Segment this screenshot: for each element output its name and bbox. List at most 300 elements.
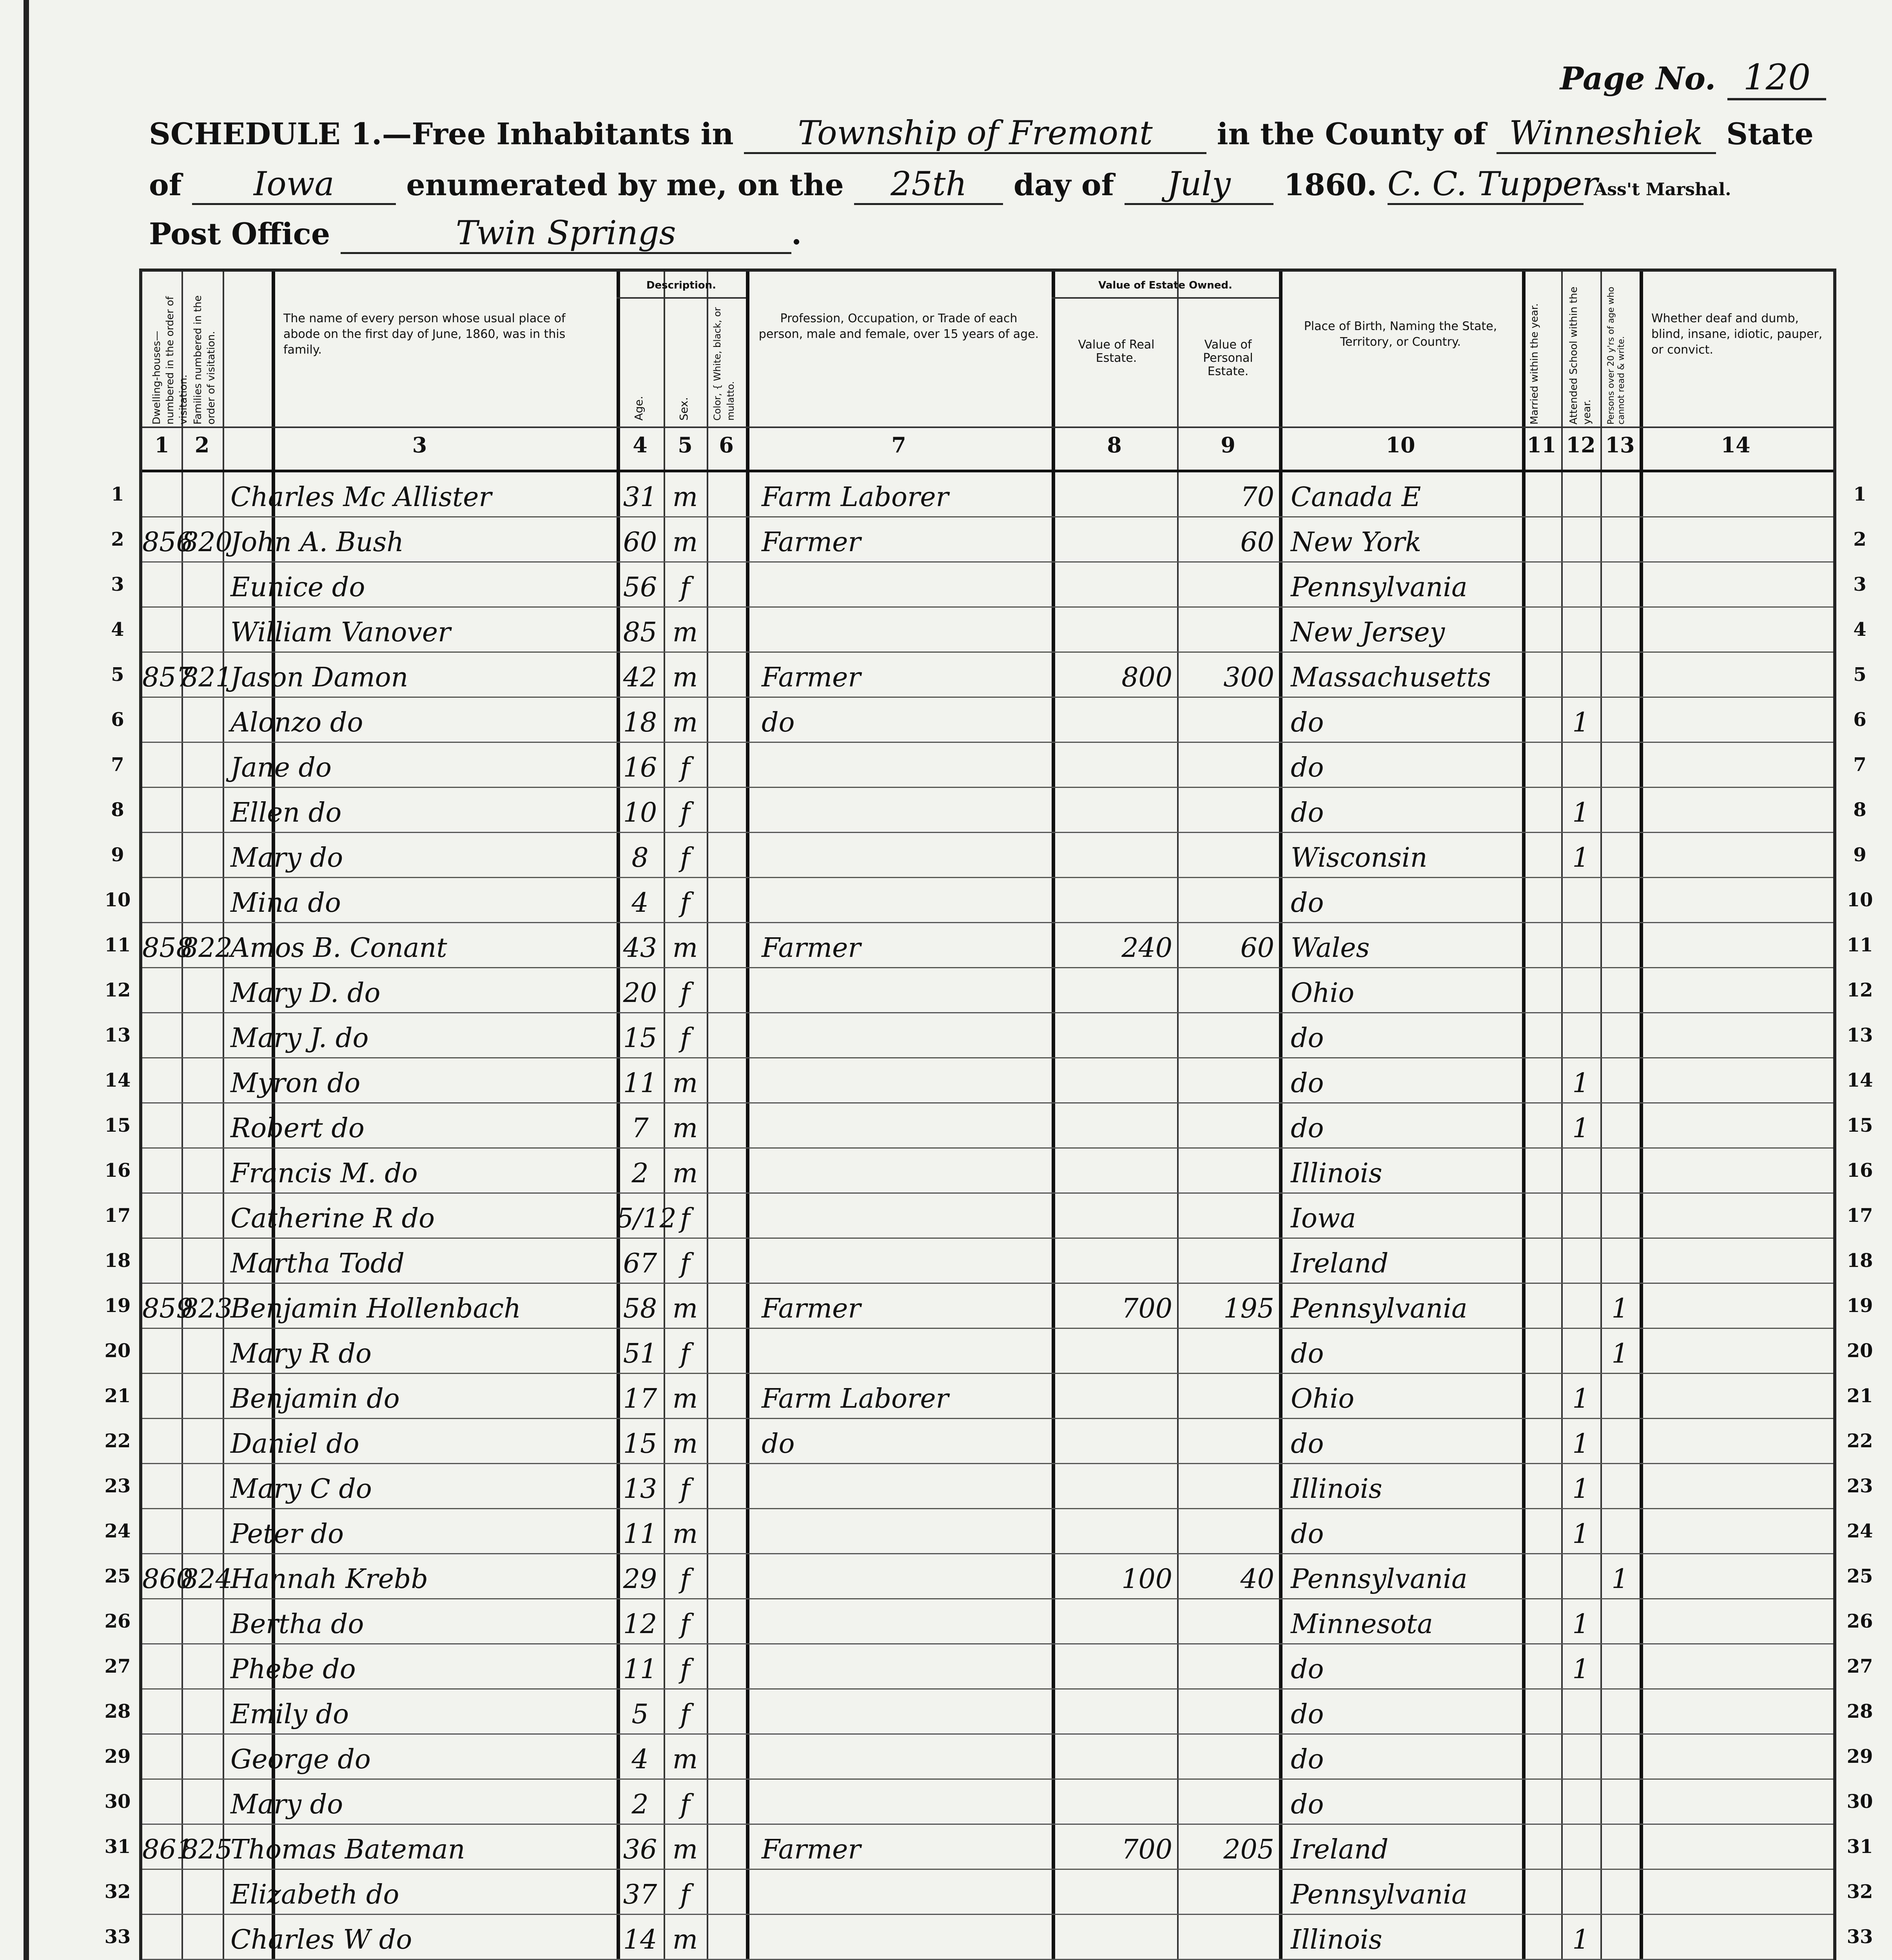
- attended-school: [1561, 1690, 1600, 1735]
- occupation: [762, 1735, 1052, 1780]
- person-name: Mary C do: [230, 1474, 372, 1504]
- person-name: Robert do: [230, 1113, 365, 1144]
- cannot-read-write: [1600, 1780, 1640, 1825]
- dwelling-number: [142, 968, 181, 1013]
- dwelling-number: [142, 1239, 181, 1284]
- birth-place: Illinois: [1291, 1158, 1382, 1189]
- sex: m: [672, 1068, 698, 1099]
- birth-place: do: [1291, 1699, 1324, 1730]
- age: 43: [623, 933, 657, 964]
- occupation: [762, 788, 1052, 833]
- col-head-personal-estate: Value of Personal Estate.: [1203, 338, 1253, 378]
- sex: f: [680, 978, 690, 1009]
- post-office-label: Post Office: [149, 216, 330, 251]
- birth-place: do: [1291, 707, 1324, 738]
- sex: f: [680, 1879, 690, 1910]
- birth-place: Iowa: [1291, 1203, 1356, 1234]
- table-row: [142, 472, 1833, 517]
- birth-place: do: [1291, 1023, 1324, 1054]
- real-estate-value: [1052, 1464, 1177, 1509]
- cannot-read-write: [1600, 1103, 1640, 1149]
- person-name: Mary do: [230, 1789, 343, 1820]
- family-number: [181, 1149, 223, 1194]
- person-name: Peter do: [230, 1519, 344, 1550]
- real-estate-value: [1052, 1419, 1177, 1464]
- personal-estate-value: 205: [1223, 1834, 1274, 1865]
- family-number: [181, 1780, 223, 1825]
- schedule-title: SCHEDULE 1.—Free Inhabitants in: [149, 116, 734, 151]
- attended-school: 1: [1572, 1383, 1589, 1414]
- table-row: [142, 1239, 1833, 1284]
- person-name: Charles W do: [230, 1924, 412, 1955]
- age: 31: [623, 482, 657, 513]
- person-name: Eunice do: [230, 572, 365, 603]
- dwelling-number: [142, 1780, 181, 1825]
- dwelling-number: [142, 1915, 181, 1960]
- dwelling-number: [142, 1374, 181, 1419]
- birth-place: do: [1291, 1068, 1324, 1099]
- occupation: [762, 1915, 1052, 1960]
- line-number: 5: [1853, 664, 1867, 686]
- col-number: 13: [1605, 432, 1635, 457]
- sex: m: [672, 482, 698, 513]
- occupation: [762, 1690, 1052, 1735]
- col-head-value: Value of Estate Owned.: [1098, 279, 1232, 291]
- personal-estate-value: [1177, 1780, 1279, 1825]
- person-name: Mina do: [230, 887, 341, 918]
- line-number: 20: [104, 1340, 131, 1362]
- personal-estate-value: [1177, 1194, 1279, 1239]
- family-number: [181, 1239, 223, 1284]
- col-number: 5: [678, 432, 693, 457]
- table-row: [142, 1509, 1833, 1554]
- personal-estate-value: [1177, 833, 1279, 878]
- person-name: Mary D. do: [230, 978, 381, 1009]
- family-number: [181, 1599, 223, 1644]
- occupation: [762, 1780, 1052, 1825]
- age: 29: [623, 1564, 657, 1595]
- line-number: 15: [104, 1114, 131, 1136]
- year-label: 1860.: [1284, 167, 1377, 202]
- personal-estate-value: [1177, 968, 1279, 1013]
- occupation: [762, 878, 1052, 923]
- person-name: George do: [230, 1744, 371, 1775]
- occupation: [762, 1599, 1052, 1644]
- table-row: [142, 1870, 1833, 1915]
- grid-line: [142, 470, 1833, 472]
- line-number: 25: [1847, 1565, 1873, 1587]
- dwelling-number: 860: [142, 1564, 193, 1595]
- cannot-read-write: [1600, 608, 1640, 653]
- occupation: [762, 1013, 1052, 1058]
- page-number-label: Page No.: [1560, 60, 1716, 97]
- family-number: [181, 1644, 223, 1690]
- real-estate-value: [1052, 1690, 1177, 1735]
- occupation: Farmer: [762, 1293, 861, 1324]
- dwelling-number: [142, 1149, 181, 1194]
- real-estate-value: [1052, 1058, 1177, 1103]
- personal-estate-value: [1177, 1239, 1279, 1284]
- col-head-sex: Sex.: [677, 397, 690, 421]
- table-row: [142, 1690, 1833, 1735]
- occupation: Farmer: [762, 527, 861, 558]
- real-estate-value: [1052, 472, 1177, 517]
- col-number: 12: [1566, 432, 1596, 457]
- real-estate-value: [1052, 1509, 1177, 1554]
- age: 37: [623, 1879, 657, 1910]
- birth-place: Wisconsin: [1291, 842, 1428, 873]
- personal-estate-value: 195: [1223, 1293, 1274, 1324]
- dwelling-number: [142, 1464, 181, 1509]
- personal-estate-value: [1177, 1870, 1279, 1915]
- cannot-read-write: 1: [1611, 1338, 1629, 1369]
- table-row: [142, 878, 1833, 923]
- dwelling-number: [142, 1058, 181, 1103]
- person-name: Emily do: [230, 1699, 349, 1730]
- real-estate-value: [1052, 1374, 1177, 1419]
- age: 85: [623, 617, 657, 648]
- dwelling-number: 856: [142, 527, 193, 558]
- family-number: [181, 833, 223, 878]
- dwelling-number: [142, 1013, 181, 1058]
- occupation: [762, 833, 1052, 878]
- cannot-read-write: [1600, 1149, 1640, 1194]
- line-number: 8: [111, 799, 124, 821]
- page-number-value: 120: [1727, 57, 1826, 100]
- line-number: 33: [1847, 1926, 1873, 1948]
- col-head-name: The name of every person whose usual place of abode on the first day of June, 1860, was in this family.: [283, 312, 566, 357]
- age: 10: [623, 797, 657, 828]
- day-label: day of: [1013, 167, 1114, 202]
- line-number: 9: [1853, 844, 1867, 866]
- family-number: [181, 1509, 223, 1554]
- line-number: 30: [1847, 1791, 1873, 1813]
- line-number: 4: [1853, 619, 1867, 641]
- occupation: Farmer: [762, 662, 861, 693]
- person-name: Martha Todd: [230, 1248, 405, 1279]
- family-number: [181, 1419, 223, 1464]
- occupation: do: [762, 707, 795, 738]
- age: 67: [623, 1248, 657, 1279]
- birth-place: Pennsylvania: [1291, 1293, 1468, 1324]
- line-number: 2: [1853, 528, 1867, 550]
- age: 16: [623, 752, 657, 783]
- cannot-read-write: [1600, 1870, 1640, 1915]
- occupation: do: [762, 1428, 795, 1459]
- cannot-read-write: [1600, 1644, 1640, 1690]
- line-number: [100, 1957, 135, 1960]
- census-table: [139, 269, 1836, 1960]
- table-row: [142, 923, 1833, 968]
- attended-school: [1561, 923, 1600, 968]
- cannot-read-write: [1600, 517, 1640, 563]
- line-number: 5: [111, 664, 124, 686]
- line-number: 21: [1847, 1385, 1873, 1407]
- sex: f: [680, 572, 690, 603]
- line-number: 13: [104, 1024, 131, 1046]
- family-number: 823: [181, 1293, 232, 1324]
- personal-estate-value: 60: [1240, 933, 1274, 964]
- personal-estate-value: [1177, 608, 1279, 653]
- occupation: [762, 563, 1052, 608]
- age: 11: [623, 1068, 657, 1099]
- person-name: Francis M. do: [230, 1158, 418, 1189]
- dwelling-number: [142, 698, 181, 743]
- birth-place: do: [1291, 1789, 1324, 1820]
- line-number: [1842, 1957, 1877, 1960]
- personal-estate-value: 40: [1240, 1564, 1274, 1595]
- attended-school: 1: [1572, 707, 1589, 738]
- personal-estate-value: [1177, 1644, 1279, 1690]
- age: 11: [623, 1519, 657, 1550]
- family-number: [181, 878, 223, 923]
- real-estate-value: [1052, 1013, 1177, 1058]
- grid-line: [617, 297, 746, 299]
- age: 42: [623, 662, 657, 693]
- attended-school: [1561, 563, 1600, 608]
- col-head-family: Families numbered in the order of visitation.: [192, 295, 217, 425]
- sex: m: [672, 1293, 698, 1324]
- line-number: 2: [111, 528, 124, 550]
- occupation: [762, 1870, 1052, 1915]
- line-number: 13: [1847, 1024, 1873, 1046]
- col-number: 2: [194, 432, 210, 457]
- month-value: July: [1125, 165, 1273, 205]
- line-number: 28: [1847, 1700, 1873, 1722]
- line-number: 18: [104, 1250, 131, 1272]
- person-name: John A. Bush: [230, 527, 404, 558]
- table-row: [142, 563, 1833, 608]
- sex: f: [680, 842, 690, 873]
- line-number: 24: [104, 1520, 131, 1542]
- person-name: Benjamin Hollenbach: [230, 1293, 521, 1324]
- birth-place: do: [1291, 752, 1324, 783]
- birth-place: Ohio: [1291, 1383, 1355, 1414]
- birth-place: do: [1291, 797, 1324, 828]
- cannot-read-write: [1600, 1599, 1640, 1644]
- birth-place: Illinois: [1291, 1924, 1382, 1955]
- attended-school: [1561, 517, 1600, 563]
- family-number: 825: [181, 1834, 232, 1865]
- attended-school: [1561, 1149, 1600, 1194]
- sex: m: [672, 617, 698, 648]
- birth-place: Pennsylvania: [1291, 1879, 1468, 1910]
- table-row: [142, 1419, 1833, 1464]
- line-number: 1: [111, 483, 124, 505]
- cannot-read-write: [1600, 878, 1640, 923]
- age: 58: [623, 1293, 657, 1324]
- line-number: 12: [104, 979, 131, 1001]
- cannot-read-write: [1600, 923, 1640, 968]
- table-row: [142, 1644, 1833, 1690]
- line-number: 7: [1853, 754, 1867, 776]
- line-number: 32: [104, 1881, 131, 1903]
- real-estate-value: [1052, 563, 1177, 608]
- person-name: Ellen do: [230, 797, 342, 828]
- cannot-read-write: [1600, 1194, 1640, 1239]
- birth-place: Ohio: [1291, 978, 1355, 1009]
- age: 4: [631, 1744, 649, 1775]
- state-label: State: [1726, 116, 1814, 151]
- personal-estate-value: [1177, 1735, 1279, 1780]
- real-estate-value: [1052, 743, 1177, 788]
- dwelling-number: [142, 1329, 181, 1374]
- attended-school: [1561, 1554, 1600, 1599]
- line-number: 32: [1847, 1881, 1873, 1903]
- cannot-read-write: [1600, 563, 1640, 608]
- real-estate-value: 700: [1121, 1834, 1172, 1865]
- real-estate-value: 700: [1121, 1293, 1172, 1324]
- dwelling-number: [142, 1599, 181, 1644]
- line-number: 15: [1847, 1114, 1873, 1136]
- personal-estate-value: [1177, 1690, 1279, 1735]
- col-head-married: Married within the year.: [1529, 303, 1540, 425]
- line-number: 17: [1847, 1205, 1873, 1227]
- col-head-birth: Place of Birth, Naming the State, Territory, or Country.: [1304, 319, 1497, 349]
- cannot-read-write: [1600, 1013, 1640, 1058]
- dwelling-number: [142, 563, 181, 608]
- table-row: [142, 1329, 1833, 1374]
- line-number: 29: [104, 1746, 131, 1768]
- personal-estate-value: [1177, 1058, 1279, 1103]
- sex: f: [680, 752, 690, 783]
- col-number: 8: [1107, 432, 1122, 457]
- line-number: 20: [1847, 1340, 1873, 1362]
- person-name: Bertha do: [230, 1609, 364, 1640]
- col-head-real-estate: Value of Real Estate.: [1078, 338, 1155, 365]
- table-row: [142, 1825, 1833, 1870]
- line-number: 27: [1847, 1655, 1873, 1677]
- birth-place: Ireland: [1291, 1248, 1389, 1279]
- sex: m: [672, 1924, 698, 1955]
- attended-school: [1561, 878, 1600, 923]
- real-estate-value: [1052, 833, 1177, 878]
- family-number: [181, 472, 223, 517]
- personal-estate-value: [1177, 563, 1279, 608]
- table-row: [142, 698, 1833, 743]
- county-label: in the County of: [1217, 116, 1486, 151]
- age: 15: [623, 1428, 657, 1459]
- real-estate-value: 240: [1121, 933, 1172, 964]
- birth-place: do: [1291, 1519, 1324, 1550]
- col-number: 11: [1527, 432, 1556, 457]
- occupation: Farm Laborer: [762, 1383, 949, 1414]
- birth-place: Ireland: [1291, 1834, 1389, 1865]
- person-name: Amos B. Conant: [230, 933, 447, 964]
- occupation: [762, 1058, 1052, 1103]
- line-number: 26: [1847, 1610, 1873, 1632]
- family-number: [181, 1194, 223, 1239]
- attended-school: [1561, 1013, 1600, 1058]
- cannot-read-write: [1600, 1915, 1640, 1960]
- age: 56: [623, 572, 657, 603]
- age: 18: [623, 707, 657, 738]
- dwelling-number: [142, 1735, 181, 1780]
- dwelling-number: 858: [142, 933, 193, 964]
- family-number: [181, 788, 223, 833]
- cannot-read-write: [1600, 968, 1640, 1013]
- cannot-read-write: [1600, 743, 1640, 788]
- family-number: [181, 1690, 223, 1735]
- attended-school: [1561, 1194, 1600, 1239]
- marshal-value: C. C. Tupper: [1388, 165, 1584, 205]
- occupation: Farm Laborer: [762, 482, 949, 513]
- cannot-read-write: [1600, 1058, 1640, 1103]
- age: 14: [623, 1924, 657, 1955]
- personal-estate-value: 300: [1223, 662, 1274, 693]
- line-number: 21: [104, 1385, 131, 1407]
- age: 5: [631, 1699, 649, 1730]
- attended-school: [1561, 472, 1600, 517]
- line-number: 24: [1847, 1520, 1873, 1542]
- family-number: [181, 1735, 223, 1780]
- township-value: Township of Fremont: [744, 114, 1206, 154]
- personal-estate-value: [1177, 1419, 1279, 1464]
- line-number: 31: [1847, 1836, 1873, 1858]
- occupation: [762, 1149, 1052, 1194]
- attended-school: 1: [1572, 1428, 1589, 1459]
- line-number: 17: [104, 1205, 131, 1227]
- sex: m: [672, 707, 698, 738]
- dwelling-number: [142, 1690, 181, 1735]
- sex: f: [680, 1338, 690, 1369]
- age: 4: [631, 887, 649, 918]
- cannot-read-write: [1600, 698, 1640, 743]
- line-number: 19: [1847, 1295, 1873, 1317]
- cannot-read-write: [1600, 1239, 1640, 1284]
- line-number: 25: [104, 1565, 131, 1587]
- birth-place: Canada E: [1291, 482, 1421, 513]
- table-row: [142, 1194, 1833, 1239]
- person-name: Catherine R do: [230, 1203, 435, 1234]
- family-number: [181, 1374, 223, 1419]
- line-number: 33: [104, 1926, 131, 1948]
- table-row: [142, 743, 1833, 788]
- family-number: [181, 1013, 223, 1058]
- family-number: [181, 743, 223, 788]
- sex: f: [680, 797, 690, 828]
- attended-school: 1: [1572, 1474, 1589, 1504]
- header-line-1: [149, 114, 1814, 154]
- personal-estate-value: [1177, 1329, 1279, 1374]
- birth-place: do: [1291, 1428, 1324, 1459]
- cannot-read-write: [1600, 788, 1640, 833]
- table-row: [142, 1464, 1833, 1509]
- attended-school: 1: [1572, 842, 1589, 873]
- family-number: 820: [181, 527, 232, 558]
- real-estate-value: [1052, 517, 1177, 563]
- person-name: Mary J. do: [230, 1023, 369, 1054]
- real-estate-value: [1052, 1915, 1177, 1960]
- attended-school: 1: [1572, 1068, 1589, 1099]
- table-row: [142, 968, 1833, 1013]
- person-name: Jason Damon: [230, 662, 408, 693]
- post-office-value: Twin Springs: [341, 214, 791, 254]
- attended-school: 1: [1572, 1654, 1589, 1685]
- cannot-read-write: [1600, 1690, 1640, 1735]
- table-row: [142, 517, 1833, 563]
- person-name: Elizabeth do: [230, 1879, 399, 1910]
- person-name: Jane do: [230, 752, 332, 783]
- age: 13: [623, 1474, 657, 1504]
- dwelling-number: [142, 833, 181, 878]
- birth-place: Wales: [1291, 933, 1370, 964]
- cannot-read-write: 1: [1611, 1293, 1629, 1324]
- sex: f: [680, 1564, 690, 1595]
- line-number: 7: [111, 754, 124, 776]
- occupation: Farmer: [762, 1834, 861, 1865]
- line-number: 22: [104, 1430, 131, 1452]
